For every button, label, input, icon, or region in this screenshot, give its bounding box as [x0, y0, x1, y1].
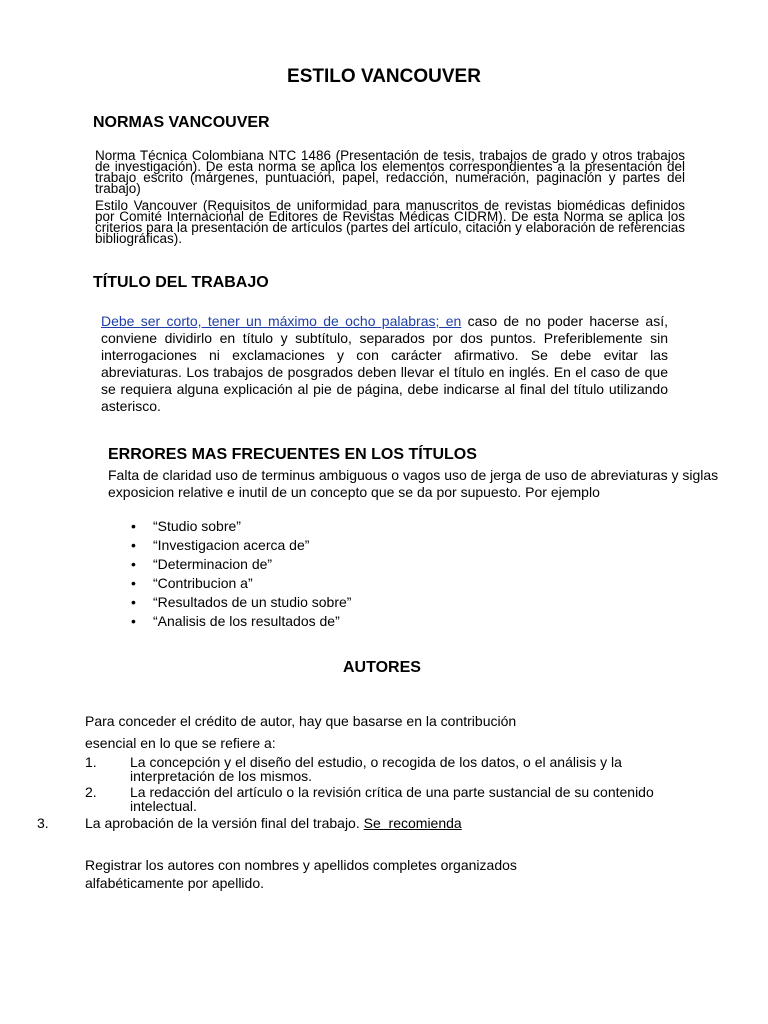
list-item: • “Analisis de los resultados de”	[131, 612, 531, 631]
autores-heading: AUTORES	[343, 659, 421, 676]
list-item: • “Studio sobre”	[131, 517, 531, 536]
list-number: 3.	[37, 815, 49, 831]
errores-examples-list	[131, 517, 531, 631]
list-number: 1.	[85, 754, 97, 770]
normas-heading: NORMAS VANCOUVER	[93, 114, 270, 131]
autores-item-3-underlined: Se recomienda	[363, 815, 462, 831]
autores-item-3	[85, 816, 462, 830]
autores-item-2: La redacción del artículo o la revisión crítica de una parte sustancial de su contenido intelectual.	[130, 784, 654, 814]
normas-paragraph-2: Estilo Vancouver (Requisitos de uniformidad para manuscritos de revistas biomédicas definidos por Comité Internacional de Editores de Revistas Médicas CIDRM). De esta Norma se aplica los criterios para la presentación de artículos (partes del artículo, citación y elaboración de referencias bibliográficas).	[95, 198, 685, 246]
normas-paragraph-1: Norma Técnica Colombiana NTC 1486 (Presentación de tesis, trabajos de grado y otros trabajos de investigación). De esta norma se aplica los elementos correspondientes a la presentación del trabajo escrito (márgenes, puntuación, papel, redacción, numeración, paginación y partes del trabajo)	[95, 148, 685, 196]
errores-text: Falta de claridad uso de terminus ambiguous o vagos uso de jerga de uso de abreviaturas y siglas exposicion relative e inutil de un concepto que se da por supuesto. Por ejemplo	[108, 467, 719, 500]
autores-item-1: La concepción y el diseño del estudio, o recogida de los datos, o el análisis y la interpretación de los mismos.	[130, 754, 622, 784]
list-number: 2.	[85, 784, 97, 800]
autores-intro-line-2: esencial en lo que se refiere a:	[85, 735, 276, 751]
titulo-paragraph	[101, 313, 668, 415]
autores-item-3-text: La aprobación de la versión final del trabajo.	[85, 815, 364, 831]
list-item: • “Determinacion de”	[131, 555, 531, 574]
list-item: • “Contribucion a”	[131, 574, 531, 593]
normas-text	[95, 150, 685, 244]
titulo-rest-text: caso de no poder hacerse así, conviene dividirlo en título y subtítulo, separados por dos puntos. Preferiblemente sin interrogaciones ni exclamaciones y con carácter afirmativo. Se debe evitar las abreviaturas. Los trabajos de posgrados deben llevar el título en inglés. En el caso de que se requiera alguna explicación al pie de página, debe indicarse al final del título utilizando asterisco.	[101, 313, 668, 414]
page-title: ESTILO VANCOUVER	[287, 66, 481, 87]
autores-intro-line-1: Para conceder el crédito de autor, hay que basarse en la contribución	[85, 713, 517, 729]
titulo-heading: TÍTULO DEL TRABAJO	[93, 274, 269, 291]
autores-closing: Registrar los autores con nombres y apellidos completes organizados alfabéticamente por apellido.	[85, 857, 517, 891]
list-item: • “Resultados de un studio sobre”	[131, 593, 531, 612]
titulo-link-text[interactable]: Debe ser corto, tener un máximo de ocho palabras; en	[101, 313, 462, 329]
list-item: • “Investigacion acerca de”	[131, 536, 531, 555]
errores-heading: ERRORES MAS FRECUENTES EN LOS TÍTULOS	[108, 446, 477, 463]
